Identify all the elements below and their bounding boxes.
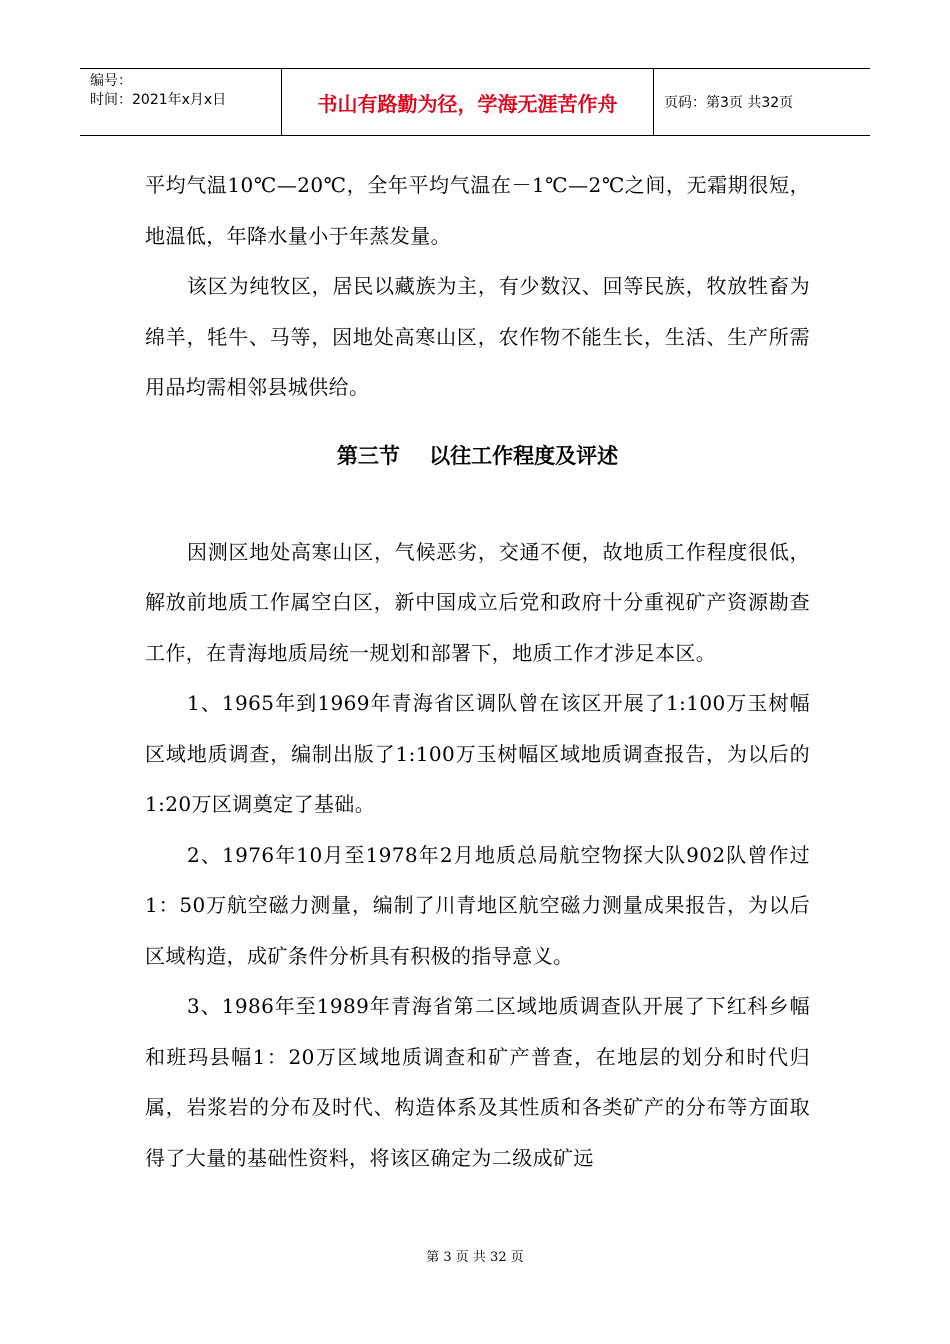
- paragraph: 3、1986年至1989年青海省第二区域地质调查队开展了下红科乡幅和班玛县幅1：20万区域地质调查和矿产普查，在地层的划分和时代归属，岩浆岩的分布及时代、构造体系及其性质和各类矿产的分布等方面取得了大量的基础性资料，将该区确定为二级成矿远: [145, 994, 810, 1170]
- page-footer: 第 3 页 共 32 页: [426, 1250, 524, 1265]
- page-header: [80, 68, 870, 136]
- number-label: 编号：: [90, 73, 132, 89]
- header-meta: [80, 69, 282, 135]
- paragraph: 平均气温10℃—20℃，全年平均气温在－1℃—2℃之间，无霜期很短，地温低，年降水量小于年蒸发量。: [145, 173, 810, 248]
- paragraph: 1、1965年到1969年青海省区调队曾在该区开展了1:100万玉树幅区域地质调查，编制出版了1:100万玉树幅区域地质调查报告，为以后的1:20万区调奠定了基础。: [145, 691, 810, 816]
- paragraph: 因测区地处高寒山区，气候恶劣，交通不便，故地质工作程度很低，解放前地质工作属空白区，新中国成立后党和政府十分重视矿产资源勘查工作，在青海地质局统一规划和部署下，地质工作才涉足本区。: [145, 539, 810, 665]
- header-page-info: 页码：第3页 共32页: [664, 95, 794, 111]
- paragraph: 该区为纯牧区，居民以藏族为主，有少数汉、回等民族，牧放牲畜为绵羊，牦牛、马等，因地处高寒山区，农作物不能生长，生活、生产所需用品均需相邻县城供给。: [145, 274, 810, 399]
- paragraph: 2、1976年10月至1978年2月地质总局航空物探大队902队曾作过1：50万航空磁力测量，编制了川青地区航空磁力测量成果报告，为以后区域构造，成矿条件分析具有积极的指导意义。: [145, 842, 810, 968]
- header-motto: 书山有路勤为径，学海无涯苦作舟: [282, 69, 654, 135]
- document-body: [145, 160, 810, 1183]
- time-label: 时间：2021年x月x日: [90, 92, 227, 108]
- section-title: 第三节 以往工作程度及评述: [336, 443, 619, 468]
